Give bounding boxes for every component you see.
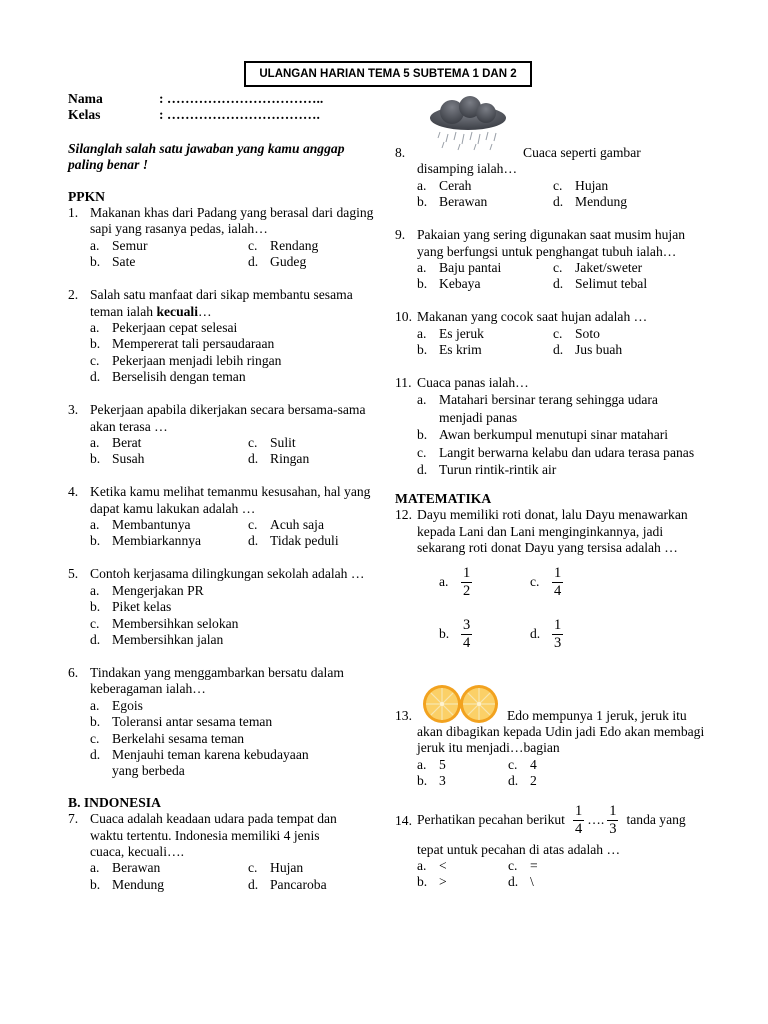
question-9: [395, 227, 713, 293]
option-d[interactable]: d. Selimut tebal: [553, 276, 648, 292]
question-2: [68, 287, 380, 385]
question-number: 14.: [395, 812, 412, 828]
option-a[interactable]: a. Pekerjaan cepat selesai: [90, 319, 238, 335]
option-c[interactable]: c. Membersihkan selokan: [90, 615, 239, 631]
question-number: 7.: [68, 811, 79, 827]
class-row: [68, 107, 380, 123]
question-text: Contoh kerjasama dilingkungan sekolah adalah …: [90, 566, 365, 582]
right-column: [395, 145, 713, 891]
question-text: Cuaca seperti gambar: [523, 145, 641, 160]
question-13: [395, 708, 713, 790]
question-11: [395, 375, 713, 479]
option-a[interactable]: a. $\frac{1}{2}$: [439, 565, 471, 599]
option-c[interactable]: c. $\frac{1}{4}$: [530, 565, 562, 599]
question-text: Tindakan yang menggambarkan bersatu dalam keberagaman ialah…: [90, 664, 344, 697]
option-c[interactable]: c. Acuh saja: [248, 517, 324, 533]
question-text: Cuaca panas ialah…: [417, 374, 529, 390]
option-a[interactable]: a. Es jeruk: [417, 325, 484, 341]
option-a[interactable]: a. Berawan: [90, 860, 161, 876]
question-number: 3.: [68, 402, 79, 418]
option-b[interactable]: b. Kebaya: [417, 276, 481, 292]
question-number: 13.: [395, 707, 412, 723]
question-number: 4.: [68, 484, 79, 500]
option-d[interactable]: d. Tidak peduli: [248, 533, 339, 549]
name-label: Nama: [68, 91, 103, 106]
class-label: Kelas: [68, 107, 101, 123]
option-c[interactable]: c. Berkelahi sesama teman: [90, 730, 245, 746]
option-d[interactable]: d. 2: [508, 773, 537, 789]
option-b[interactable]: b. $\frac{3}{4}$: [439, 617, 471, 651]
option-b[interactable]: b. Berawan: [417, 194, 488, 210]
option-a[interactable]: a. Cerah: [417, 177, 472, 193]
option-d[interactable]: d. Menjauhi teman karena kebudayaan yang berbeda: [90, 746, 309, 779]
question-8: [395, 145, 713, 211]
option-b[interactable]: b. Awan berkumpul menutupi sinar matahari: [417, 427, 669, 443]
option-b[interactable]: b. Sate: [90, 254, 136, 270]
option-a[interactable]: a. Membantunya: [90, 517, 191, 533]
question-text: Salah satu manfaat dari sikap membantu sesama teman ialah kecuali…: [90, 287, 353, 319]
option-b[interactable]: b. Piket kelas: [90, 599, 172, 615]
option-d[interactable]: d. Mendung: [553, 194, 628, 210]
option-c[interactable]: c. Rendang: [248, 237, 319, 253]
option-d[interactable]: d. Berselisih dengan teman: [90, 369, 246, 385]
option-d[interactable]: d. Membersihkan jalan: [90, 631, 224, 647]
question-3: [68, 402, 380, 468]
option-a[interactable]: a. Matahari bersinar terang sehingga udara menjadi panas: [417, 392, 658, 425]
question-6: [68, 665, 380, 780]
option-d[interactable]: d. Ringan: [248, 451, 310, 467]
question-text: Makanan yang cocok saat hujan adalah …: [417, 309, 648, 325]
question-4: [68, 484, 380, 550]
option-a[interactable]: a. Baju pantai: [417, 259, 502, 275]
question-text-cont: tepat untuk pecahan di atas adalah …: [417, 841, 621, 857]
option-b[interactable]: b. Toleransi antar sesama teman: [90, 714, 273, 730]
rain-cloud-icon: [426, 96, 510, 152]
option-c[interactable]: c. =: [508, 857, 538, 873]
option-d[interactable]: d. $\frac{1}{3}$: [530, 617, 562, 651]
question-text: Ketika kamu melihat temanmu kesusahan, hal yang dapat kamu lakukan adalah …: [90, 484, 371, 516]
option-c[interactable]: c. Sulit: [248, 434, 296, 450]
option-b[interactable]: b. Membiarkannya: [90, 533, 202, 549]
page-title: ULANGAN HARIAN TEMA 5 SUBTEMA 1 DAN 2: [244, 61, 532, 87]
question-text: Dayu memiliki roti donat, lalu Dayu menawarkan kepada Lani dan Lani menginginkannya, jadi sekarang roti donat Dayu yang tersisa adalah …: [417, 507, 688, 556]
option-a[interactable]: a. <: [417, 857, 447, 873]
option-d[interactable]: d. \: [508, 874, 534, 890]
question-text: Makanan khas dari Padang yang berasal dari daging sapi yang rasanya pedas, ialah…: [90, 205, 374, 237]
question-text: Cuaca adalah keadaan udara pada tempat dan waktu tertentu. Indonesia memiliki 4 jenis cuaca, kecuali….: [90, 811, 337, 859]
fraction-1: $\frac{1}{4}$: [574, 803, 583, 838]
question-5: [68, 566, 380, 648]
option-b[interactable]: b. Es krim: [417, 342, 482, 358]
section-matematika: MATEMATIKA: [395, 490, 492, 506]
option-d[interactable]: d. Gudeg: [248, 254, 307, 270]
option-c[interactable]: c. Soto: [553, 325, 600, 341]
option-a[interactable]: a. Berat: [90, 434, 142, 450]
name-field[interactable]: : ……………………………..: [159, 91, 324, 106]
question-number: 2.: [68, 287, 79, 303]
option-c[interactable]: c. Hujan: [248, 860, 304, 876]
question-number: 5.: [68, 566, 79, 582]
option-c[interactable]: c. Jaket/sweter: [553, 259, 643, 275]
option-c[interactable]: c. Langit berwarna kelabu dan udara terasa panas: [417, 444, 695, 460]
option-b[interactable]: b. >: [417, 874, 447, 890]
option-a[interactable]: a. Egois: [90, 697, 143, 713]
section-bahasa-indonesia: B. INDONESIA: [68, 794, 161, 810]
option-a[interactable]: a. Semur: [90, 237, 148, 253]
option-b[interactable]: b. Susah: [90, 451, 145, 467]
option-a[interactable]: a. Mengerjakan PR: [90, 582, 204, 598]
question-text: Edo mempunya 1 jeruk, jeruk itu: [507, 707, 687, 723]
option-c[interactable]: c. Pekerjaan menjadi lebih ringan: [90, 352, 282, 368]
emphasis-kecuali: kecuali: [156, 303, 198, 319]
fraction-2: $\frac{1}{3}$: [609, 803, 617, 838]
instruction: Silanglah salah satu jawaban yang kamu anggap paling benar !: [68, 140, 345, 173]
question-12: [395, 507, 713, 660]
option-c[interactable]: c. 4: [508, 756, 537, 772]
name-row: [68, 91, 380, 107]
option-d[interactable]: d. Pancaroba: [248, 876, 327, 892]
option-d[interactable]: d. Turun rintik-rintik air: [417, 462, 557, 478]
section-ppkn: PPKN: [68, 188, 105, 204]
question-1: [68, 205, 380, 271]
option-b[interactable]: b. Mendung: [90, 876, 165, 892]
question-10: [395, 309, 713, 358]
question-text: Pekerjaan apabila dikerjakan secara bersama-sama akan terasa …: [90, 402, 366, 434]
option-c[interactable]: c. Hujan: [553, 177, 609, 193]
question-number: 9.: [395, 227, 406, 243]
question-number: 8.: [395, 145, 406, 160]
question-7: [68, 811, 380, 893]
option-b[interactable]: b. Mempererat tali persaudaraan: [90, 336, 275, 352]
question-14: [395, 804, 713, 891]
question-text-cont: akan dibagikan kepada Udin jadi Edo akan membagi jeruk itu menjadi…bagian: [417, 723, 705, 756]
question-number: 6.: [68, 664, 79, 680]
option-d[interactable]: d. Jus buah: [553, 342, 623, 358]
question-text: Perhatikan pecahan berikut $\frac{1}{4}$ …. $\frac{1}{3}$ tanda yang: [417, 803, 686, 838]
question-text: Pakaian yang sering digunakan saat musim hujan yang berfungsi untuk penghangat tubuh ialah…: [417, 227, 686, 259]
class-field[interactable]: : …………………………….: [159, 107, 320, 123]
question-text-cont: disamping ialah…: [417, 161, 518, 177]
question-number: 11.: [395, 374, 412, 390]
question-number: 1.: [68, 205, 79, 221]
question-number: 10.: [395, 309, 412, 325]
option-b[interactable]: b. 3: [417, 773, 446, 789]
question-number: 12.: [395, 507, 412, 523]
left-column: [68, 91, 380, 893]
option-a[interactable]: a. 5: [417, 756, 446, 772]
